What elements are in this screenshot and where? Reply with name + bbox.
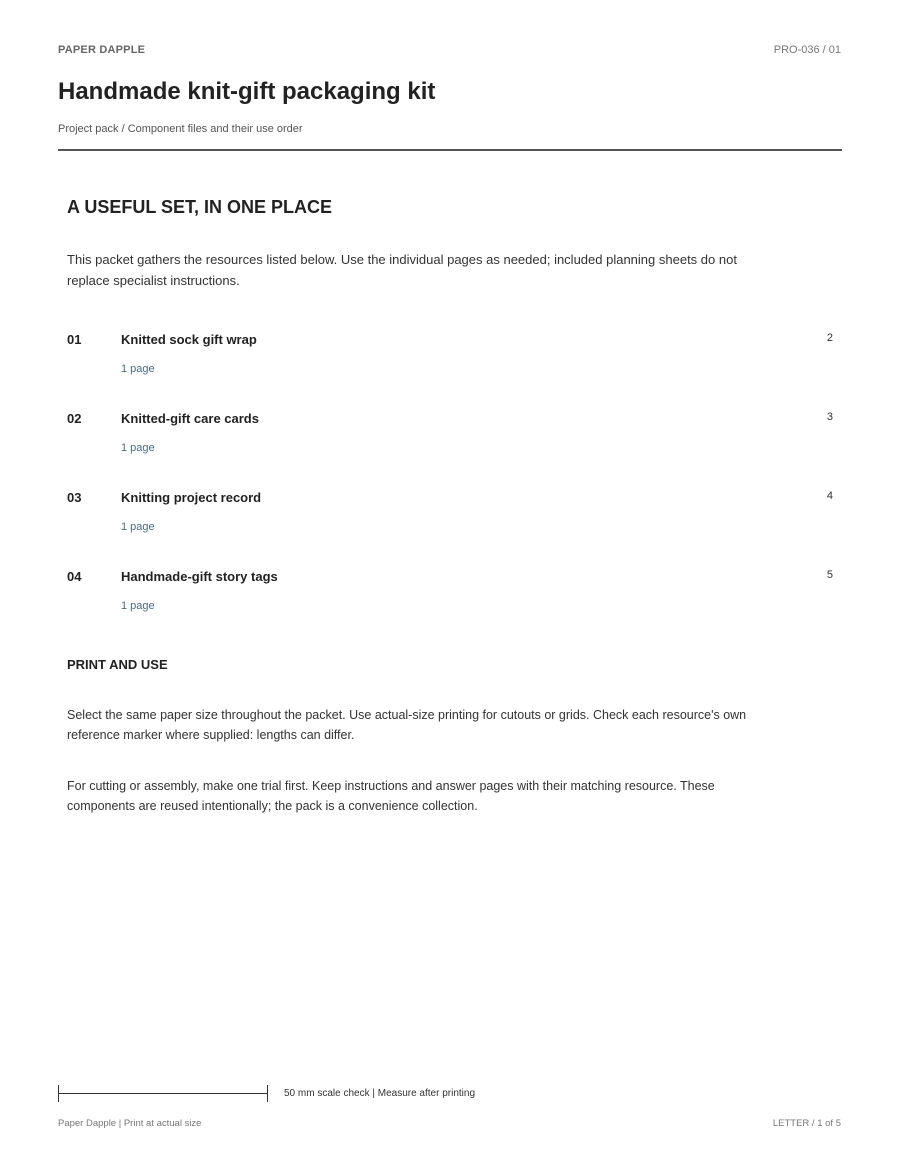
entry-title: Handmade-gift story tags	[121, 569, 278, 584]
print-use-heading: PRINT AND USE	[67, 657, 168, 672]
entry-page-number: 3	[826, 411, 833, 423]
contents-list	[67, 330, 833, 646]
entry-number: 02	[67, 411, 82, 426]
entry-page-number: 4	[826, 490, 833, 502]
scale-check-label: 50 mm scale check | Measure after printing	[284, 1088, 476, 1099]
contents-entry	[67, 488, 833, 567]
entry-title: Knitting project record	[121, 490, 262, 505]
contents-entry	[67, 567, 833, 646]
scale-bar-tick-right	[267, 1085, 268, 1102]
print-use-paragraph-1: Select the same paper size throughout the packet. Use actual-size printing for cutouts or grids. Check each resource's own reference marker where supplied: lengths can differ.	[67, 708, 747, 742]
entry-number: 01	[67, 332, 82, 347]
page-title: Handmade knit-gift packaging kit	[58, 78, 436, 105]
entry-title: Knitted sock gift wrap	[121, 332, 257, 347]
entry-page-count: 1 page	[121, 600, 155, 612]
entry-number: 04	[67, 569, 82, 584]
footer-page-indicator: LETTER / 1 of 5	[772, 1118, 841, 1129]
contents-entry	[67, 409, 833, 488]
document-code: PRO-036 / 01	[773, 44, 841, 56]
entry-page-count: 1 page	[121, 363, 155, 375]
entry-page-number: 2	[826, 332, 833, 344]
page-subtitle: Project pack / Component files and their use order	[58, 123, 303, 135]
entry-title: Knitted-gift care cards	[121, 411, 259, 426]
entry-page-count: 1 page	[121, 521, 155, 533]
entry-page-count: 1 page	[121, 442, 155, 454]
intro-paragraph: This packet gathers the resources listed below. Use the individual pages as needed; included planning sheets do not replace specialist instructions.	[67, 252, 737, 288]
header-divider	[58, 149, 842, 151]
section-heading: A USEFUL SET, IN ONE PLACE	[67, 197, 333, 217]
entry-number: 03	[67, 490, 82, 505]
print-use-paragraph-2: For cutting or assembly, make one trial first. Keep instructions and answer pages with their matching resource. These components are reused intentionally; the pack is a convenience collection.	[67, 779, 715, 813]
scale-bar-tick-left	[58, 1085, 59, 1102]
scale-bar	[58, 1085, 268, 1102]
brand-name: PAPER DAPPLE	[58, 44, 146, 56]
footer-left-text: Paper Dapple | Print at actual size	[58, 1118, 202, 1129]
contents-entry	[67, 330, 833, 409]
scale-bar-line	[58, 1093, 268, 1094]
entry-page-number: 5	[826, 569, 833, 581]
